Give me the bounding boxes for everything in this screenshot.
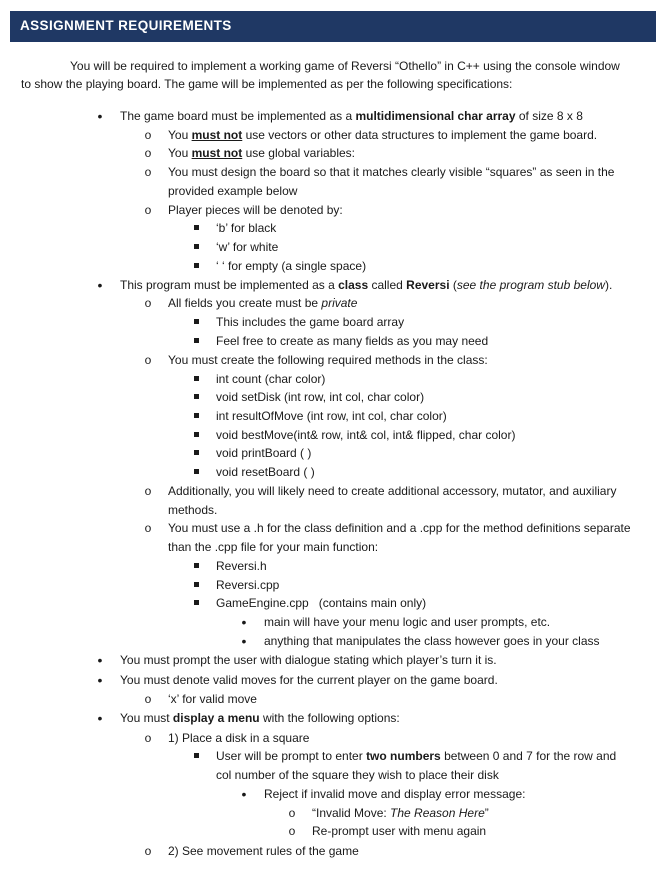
file-gameengine-cpp: GameEngine.cpp (contains main only) [216,596,427,610]
req-design-cont: provided example below [168,184,298,198]
circle-bullet-icon [286,822,298,840]
circle-bullet-icon [286,804,298,822]
square-bullet-icon [190,576,202,594]
piece-black: ‘b’ for black [216,221,277,235]
method-count: int count (char color) [216,372,326,386]
square-bullet-icon [190,257,202,275]
main-menu-logic: main will have your menu logic and user prompts, etc. [264,615,551,629]
square-bullet-icon [190,426,202,444]
method-resetboard: void resetBoard ( ) [216,465,315,479]
circle-bullet-icon [142,294,154,312]
square-bullet-icon [190,313,202,331]
req-additional-cont: methods. [168,503,218,517]
square-bullet-icon [190,444,202,462]
circle-bullet-icon [142,201,154,219]
fields-board: This includes the game board array [216,315,405,329]
square-bullet-icon [190,238,202,256]
place-disk-desc: User will be prompt to enter two numbers between 0 and 7 for the row and [216,749,617,763]
bullet-icon [238,613,250,631]
bullet-icon [94,107,106,125]
circle-bullet-icon [142,351,154,369]
menu-option-place-disk: 1) Place a disk in a square [168,731,310,745]
req-fields: All fields you create must be private [168,296,358,310]
file-reversi-h: Reversi.h [216,559,267,573]
req-methods: You must create the following required methods in the class: [168,353,488,367]
section-header: ASSIGNMENT REQUIREMENTS [10,11,656,42]
bullet-icon [94,709,106,727]
invalid-move-message: “Invalid Move: The Reason Here” [312,806,489,820]
circle-bullet-icon [142,842,154,860]
req-class: This program must be implemented as a class called Reversi (see the program stub below). [120,278,613,292]
square-bullet-icon [190,463,202,481]
method-bestmove: void bestMove(int& row, int& col, int& flipped, char color) [216,428,516,442]
req-additional: Additionally, you will likely need to create additional accessory, mutator, and auxiliary [168,484,617,498]
method-printboard: void printBoard ( ) [216,446,312,460]
square-bullet-icon [190,557,202,575]
circle-bullet-icon [142,163,154,181]
req-files: You must use a .h for the class definition and a .cpp for the method definitions separate [168,521,631,535]
intro-line: to show the playing board. The game will be implemented as per the following specifications: [21,77,513,91]
square-bullet-icon [190,388,202,406]
square-bullet-icon [190,219,202,237]
reprompt-user: Re-prompt user with menu again [312,824,487,838]
req-prompt-turn: You must prompt the user with dialogue stating which player’s turn it is. [120,653,497,667]
square-bullet-icon [190,407,202,425]
circle-bullet-icon [142,729,154,747]
square-bullet-icon [190,370,202,388]
req-menu: You must display a menu with the following options: [120,711,400,725]
class-manipulation: anything that manipulates the class however goes in your class [264,634,600,648]
req-design: You must design the board so that it matches clearly visible “squares” as seen in the [168,165,615,179]
circle-bullet-icon [142,482,154,500]
intro-line: You will be required to implement a working game of Reversi “Othello” in C++ using the console window [70,59,620,73]
method-resultofmove: int resultOfMove (int row, int col, char color) [216,409,447,423]
bullet-icon [238,632,250,650]
circle-bullet-icon [142,519,154,537]
circle-bullet-icon [142,126,154,144]
bullet-icon [94,651,106,669]
req-no-globals: You must not use global variables: [168,146,355,160]
bullet-icon [94,671,106,689]
req-files-cont: than the .cpp file for your main function: [168,540,379,554]
circle-bullet-icon [142,144,154,162]
place-disk-desc-cont: col number of the square they wish to place their disk [216,768,499,782]
req-pieces: Player pieces will be denoted by: [168,203,343,217]
bullet-icon [94,276,106,294]
circle-bullet-icon [142,690,154,708]
square-bullet-icon [190,747,202,765]
valid-move-marker: ‘x’ for valid move [168,692,257,706]
req-valid-moves: You must denote valid moves for the current player on the game board. [120,673,498,687]
reject-invalid: Reject if invalid move and display error message: [264,787,526,801]
piece-empty: ‘ ‘ for empty (a single space) [216,259,367,273]
method-setdisk: void setDisk (int row, int col, char color) [216,390,425,404]
intro-paragraph [21,57,651,93]
file-reversi-cpp: Reversi.cpp [216,578,280,592]
piece-white: ‘w’ for white [216,240,279,254]
req-no-vectors: You must not use vectors or other data structures to implement the game board. [168,128,598,142]
square-bullet-icon [190,332,202,350]
menu-option-rules: 2) See movement rules of the game [168,844,359,858]
req-board: The game board must be implemented as a multidimensional char array of size 8 x 8 [120,109,583,123]
bullet-icon [238,785,250,803]
fields-free: Feel free to create as many fields as you may need [216,334,489,348]
square-bullet-icon [190,594,202,612]
